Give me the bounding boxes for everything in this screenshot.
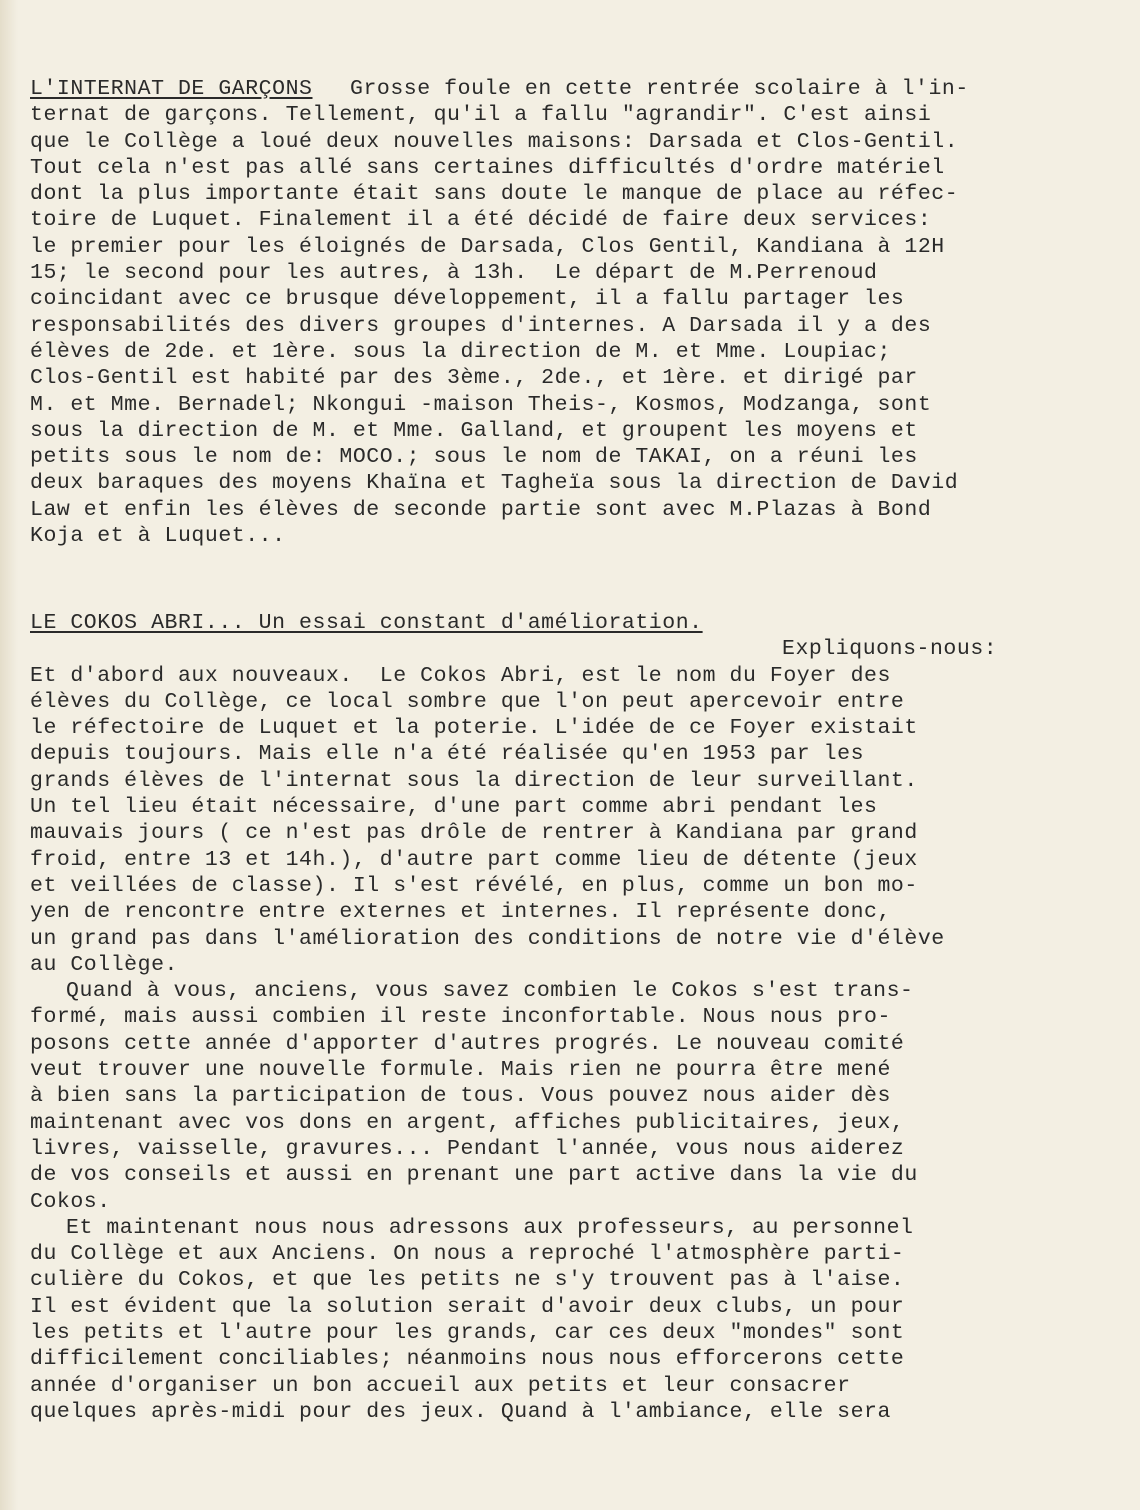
- text-line: M. et Mme. Bernadel; Nkongui -maison Theis-, Kosmos, Modzanga, sont: [30, 392, 932, 417]
- text-line: Et d'abord aux nouveaux. Le Cokos Abri, est le nom du Foyer des: [30, 663, 891, 688]
- text-line: Tout cela n'est pas allé sans certaines difficultés d'ordre matériel: [30, 155, 945, 180]
- text-line: que le Collège a loué deux nouvelles maisons: Darsada et Clos-Gentil.: [30, 129, 959, 154]
- text-line: élèves du Collège, ce local sombre que l'on peut apercevoir entre: [30, 689, 905, 714]
- text-line: livres, vaisselle, gravures... Pendant l'année, vous nous aiderez: [30, 1136, 905, 1161]
- text-line: Law et enfin les élèves de seconde partie sont avec M.Plazas à Bond: [30, 497, 932, 522]
- text-line: Et maintenant nous nous adressons aux professeurs, au personnel: [66, 1215, 914, 1240]
- paragraph-lead-line: Expliquons-nous:: [782, 637, 998, 662]
- section-heading: L'INTERNAT DE GARÇONS: [30, 77, 313, 101]
- text-line: veut trouver une nouvelle formule. Mais rien ne pourra être mené: [30, 1058, 891, 1083]
- text-line: maintenant avec vos dons en argent, affiches publicitaires, jeux,: [30, 1110, 905, 1135]
- text-line: le réfectoire de Luquet et la poterie. L'idée de ce Foyer existait: [30, 716, 918, 741]
- text-line: Koja et à Luquet...: [30, 524, 286, 549]
- text-line: Il est évident que la solution serait d'avoir deux clubs, un pour: [30, 1294, 905, 1319]
- section-cokos-abri: [30, 610, 1110, 1425]
- section-heading: LE COKOS ABRI... Un essai constant d'amélioration.: [30, 611, 703, 635]
- text-line: formé, mais aussi combien il reste inconfortable. Nous nous pro-: [30, 1005, 891, 1030]
- text-line: difficilement conciliables; néanmoins nous nous efforcerons cette: [30, 1347, 905, 1372]
- text-line: Clos-Gentil est habité par des 3ème., 2de., et 1ère. et dirigé par: [30, 366, 918, 391]
- paragraph-lead-line: Grosse foule en cette rentrée scolaire à l'in-: [350, 77, 969, 101]
- text-line: année d'organiser un bon accueil aux petits et leur consacrer: [30, 1373, 851, 1398]
- page-fold-shadow: [0, 0, 18, 1510]
- text-line: posons cette année d'apporter d'autres progrés. Le nouveau comité: [30, 1031, 905, 1056]
- text-line: et veillées de classe). Il s'est révélé, en plus, comme un bon mo-: [30, 873, 918, 898]
- text-line: mauvais jours ( ce n'est pas drôle de rentrer à Kandiana par grand: [30, 821, 918, 846]
- text-line: toire de Luquet. Finalement il a été décidé de faire deux services:: [30, 208, 932, 233]
- text-line: quelques après-midi pour des jeux. Quand à l'ambiance, elle sera: [30, 1399, 891, 1424]
- text-line: Un tel lieu était nécessaire, d'une part comme abri pendant les: [30, 795, 878, 820]
- text-line: au Collège.: [30, 952, 178, 977]
- section-internat: [30, 76, 1110, 549]
- text-line: deux baraques des moyens Khaïna et Tagheïa sous la direction de David: [30, 471, 959, 496]
- text-line: 15; le second pour les autres, à 13h. Le départ de M.Perrenoud: [30, 261, 878, 286]
- text-line: à bien sans la participation de tous. Vous pouvez nous aider dès: [30, 1084, 891, 1109]
- text-line: les petits et l'autre pour les grands, car ces deux "mondes" sont: [30, 1321, 905, 1346]
- text-line: un grand pas dans l'amélioration des conditions de notre vie d'élève: [30, 926, 945, 951]
- text-line: depuis toujours. Mais elle n'a été réalisée qu'en 1953 par les: [30, 742, 865, 767]
- text-line: culière du Cokos, et que les petits ne s'y trouvent pas à l'aise.: [30, 1268, 905, 1293]
- section-heading-row: [30, 610, 1110, 636]
- text-line: Cokos.: [30, 1189, 111, 1214]
- text-line: le premier pour les éloignés de Darsada, Clos Gentil, Kandiana à 12H: [30, 234, 945, 259]
- text-line: du Collège et aux Anciens. On nous a reproché l'atmosphère parti-: [30, 1242, 905, 1267]
- text-line: yen de rencontre entre externes et internes. Il représente donc,: [30, 900, 891, 925]
- text-line: ternat de garçons. Tellement, qu'il a fallu "agrandir". C'est ainsi: [30, 103, 932, 128]
- text-line: grands élèves de l'internat sous la direction de leur surveillant.: [30, 768, 918, 793]
- text-line: sous la direction de M. et Mme. Galland, et groupent les moyens et: [30, 418, 918, 443]
- text-line: responsabilités des divers groupes d'internes. A Darsada il y a des: [30, 313, 932, 338]
- text-line: dont la plus importante était sans doute le manque de place au réfec-: [30, 182, 959, 207]
- text-line: Quand à vous, anciens, vous savez combien le Cokos s'est trans-: [66, 979, 914, 1004]
- text-line: de vos conseils et aussi en prenant une part active dans la vie du: [30, 1163, 918, 1188]
- text-line: petits sous le nom de: MOCO.; sous le nom de TAKAI, on a réuni les: [30, 445, 918, 470]
- text-line: froid, entre 13 et 14h.), d'autre part comme lieu de détente (jeux: [30, 847, 918, 872]
- text-line: élèves de 2de. et 1ère. sous la direction de M. et Mme. Loupiac;: [30, 339, 891, 364]
- text-line: coincidant avec ce brusque développement, il a fallu partager les: [30, 287, 905, 312]
